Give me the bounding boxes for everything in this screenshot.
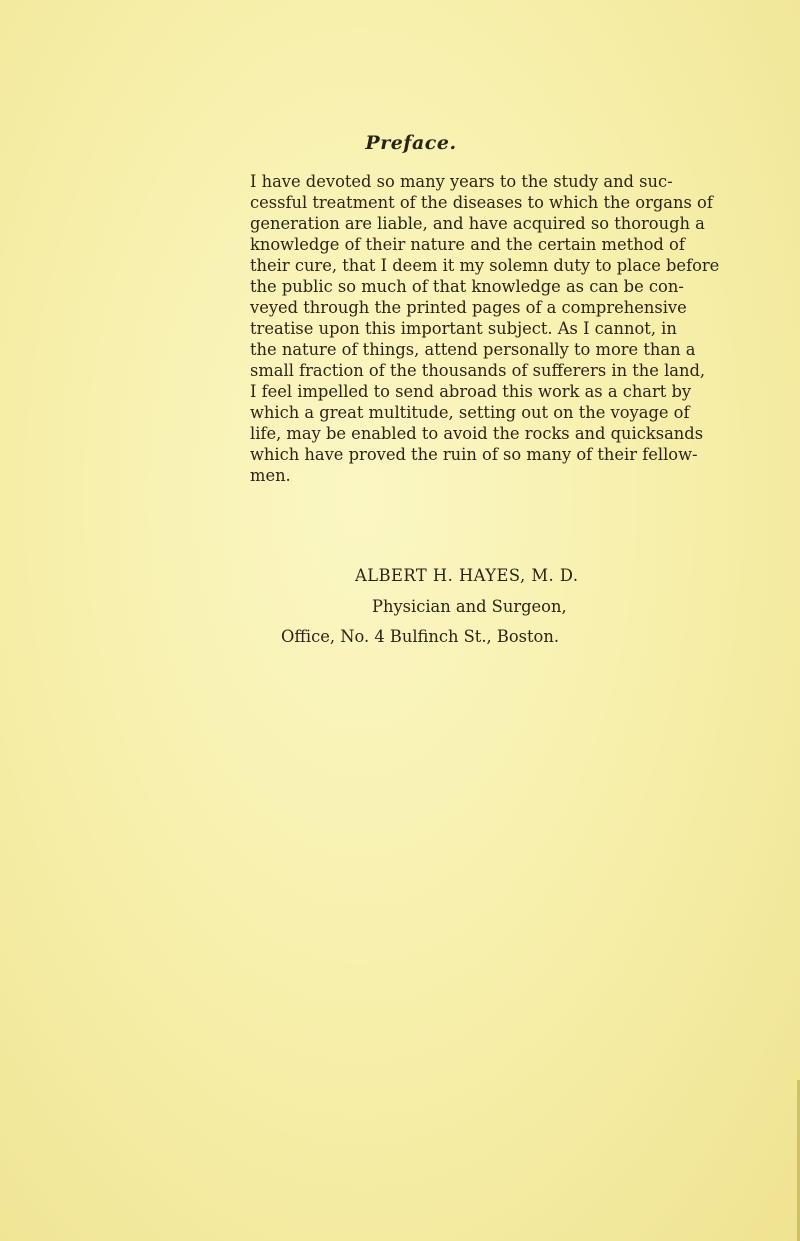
paragraph-line: their cure, that I deem it my solemn duty to place before xyxy=(250,256,720,275)
page-heading: Preface. xyxy=(365,132,457,154)
paragraph-line: cessful treatment of the diseases to which the organs of xyxy=(250,193,713,212)
paragraph-line: the public so much of that knowledge as can be con- xyxy=(250,277,684,296)
signature-name: ALBERT H. HAYES, M. D. xyxy=(355,566,579,585)
preface-paragraph xyxy=(250,171,720,486)
signature-title: Physician and Surgeon, xyxy=(372,597,567,616)
paragraph-line: the nature of things, attend personally to more than a xyxy=(250,340,696,359)
paragraph-line: I have devoted so many years to the study and suc- xyxy=(250,172,673,191)
paragraph-line: which have proved the ruin of so many of their fellow- xyxy=(250,445,698,464)
paragraph-line: life, may be enabled to avoid the rocks and quicksands xyxy=(250,424,704,443)
paragraph-line: treatise upon this important subject. As I cannot, in xyxy=(250,319,677,338)
paragraph-line: veyed through the printed pages of a comprehensive xyxy=(250,298,687,317)
paragraph-line: which a great multitude, setting out on the voyage of xyxy=(250,403,690,422)
paragraph-line: I feel impelled to send abroad this work as a chart by xyxy=(250,382,692,401)
signature-office: Office, No. 4 Bulfinch St., Boston. xyxy=(281,627,560,646)
paragraph-line: knowledge of their nature and the certain method of xyxy=(250,235,685,254)
paragraph-line: men. xyxy=(250,466,291,485)
paragraph-line: generation are liable, and have acquired so thorough a xyxy=(250,214,705,233)
paragraph-line: small fraction of the thousands of sufferers in the land, xyxy=(250,361,706,380)
